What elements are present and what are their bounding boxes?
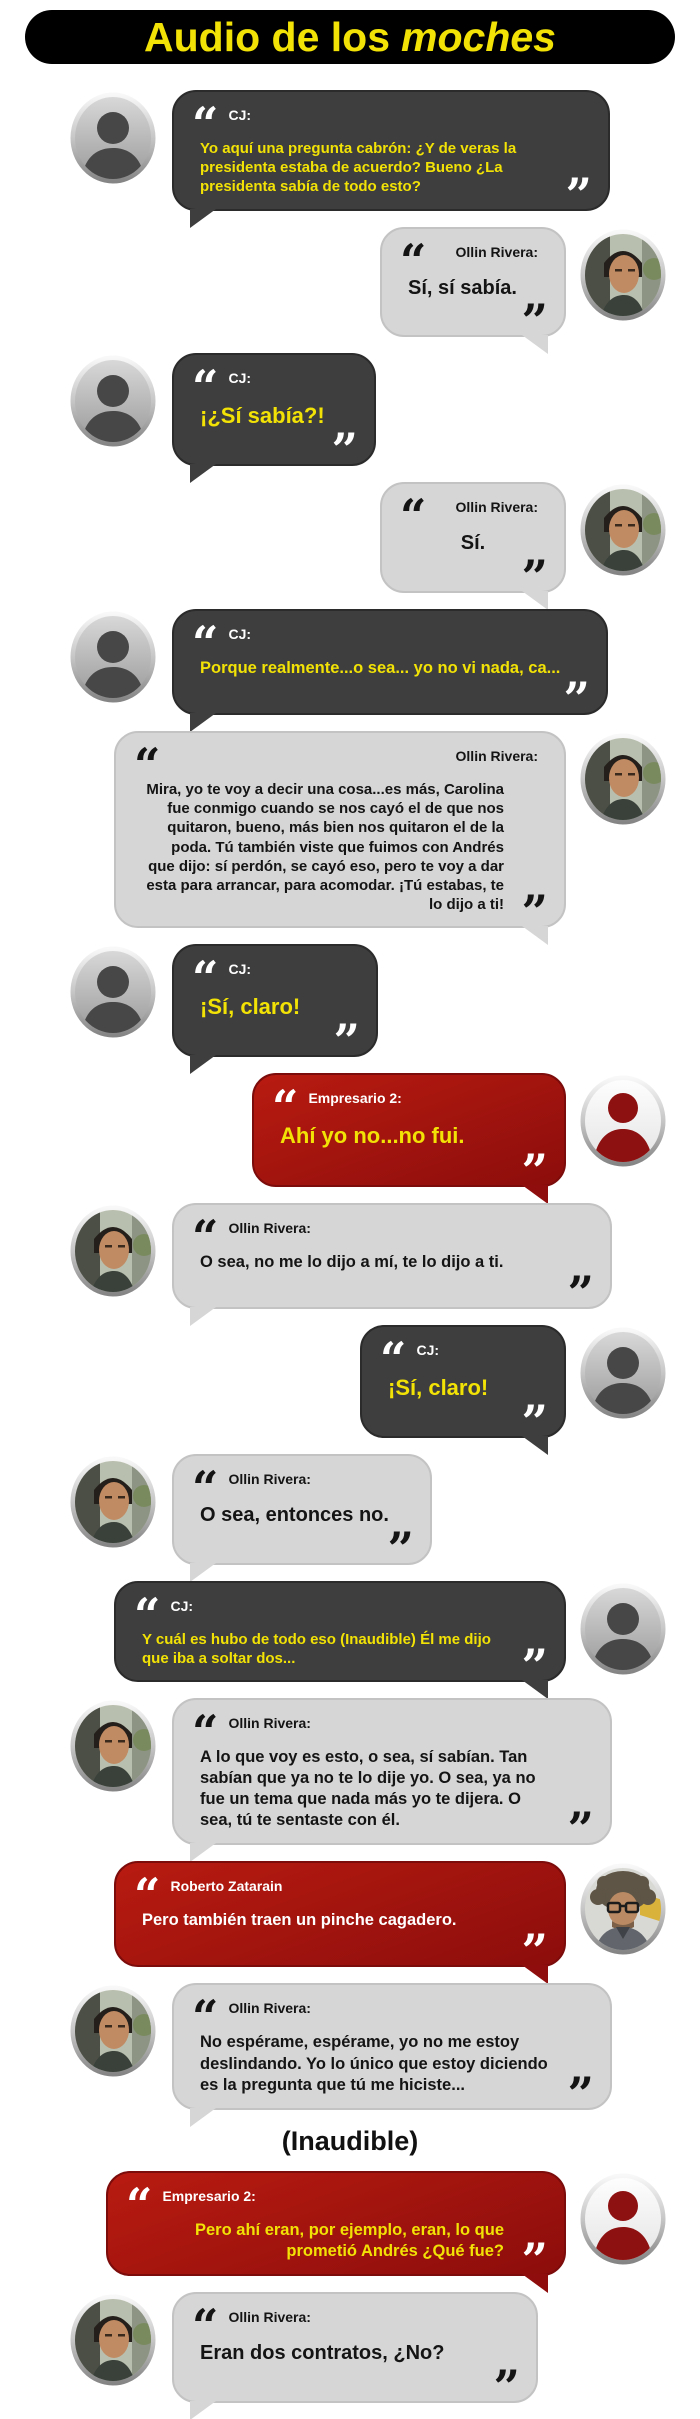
message-text: Y cuál es hubo de todo eso (Inaudible) Él me dijo que iba a soltar dos... (142, 1630, 491, 1667)
bubble-header (124, 2177, 546, 2232)
speaker-label: CJ: (170, 1597, 194, 1614)
bubble-header (132, 738, 546, 793)
speaker-label: CJ: (228, 107, 252, 123)
speaker-label: CJ: (228, 625, 252, 642)
speaker-label: Ollin Rivera: (228, 1470, 311, 1487)
speech-bubble (172, 1454, 432, 1576)
speech-bubble (172, 353, 376, 478)
bubble-tail (522, 1185, 548, 1204)
avatar-cj (70, 355, 156, 447)
open-quote-icon: “ (126, 2177, 153, 2232)
bubble-header (378, 1331, 546, 1386)
avatar-ollin-rivera (70, 1456, 156, 1548)
bubble-tail (522, 335, 548, 354)
bubble-tail (190, 209, 216, 228)
message-text: Eran dos contratos, ¿No? (200, 2341, 445, 2364)
close-quote-icon: ” (567, 1265, 594, 1320)
speech-bubble (172, 2292, 538, 2414)
avatar-ollin-rivera (580, 733, 666, 825)
message-text: Sí. (460, 532, 486, 555)
message-row (0, 1454, 700, 1576)
message-row (0, 227, 700, 349)
message-row (0, 2292, 700, 2414)
speech-bubble (172, 90, 610, 222)
title-italic: moches (401, 13, 556, 60)
close-quote-icon: ” (563, 672, 590, 727)
message-text: ¡Sí, claro! (200, 994, 301, 1020)
close-quote-icon: ” (521, 1394, 548, 1449)
speaker-label: Ollin Rivera: (455, 243, 538, 260)
speech-bubble (172, 1203, 612, 1320)
bubble-tail (190, 2108, 216, 2127)
close-quote-icon: ” (493, 2359, 520, 2414)
message-text: No espérame, espérame, yo no me estoy deslindando. Yo lo único que estoy diciendo es la pregunta que tú me hiciste... (200, 2033, 548, 2094)
open-quote-icon: “ (134, 738, 161, 793)
page-title (144, 13, 556, 60)
bubble-tail (190, 1563, 216, 1582)
bubble-header (270, 1080, 546, 1135)
speaker-label: Ollin Rivera: (228, 2000, 311, 2017)
bubble-header (132, 1587, 546, 1642)
bubble-tail (190, 2401, 216, 2419)
speech-bubble (172, 609, 608, 727)
message-row (0, 2171, 700, 2287)
open-quote-icon: “ (192, 1209, 219, 1264)
open-quote-icon: “ (380, 1331, 407, 1386)
bubble-tail (190, 713, 216, 732)
bubble-header (190, 1704, 592, 1759)
open-quote-icon: “ (192, 2298, 219, 2353)
bubble-header (190, 360, 356, 415)
title-bar (25, 10, 675, 64)
close-quote-icon: ” (387, 1521, 414, 1576)
message-row (0, 1983, 700, 2121)
close-quote-icon: ” (521, 1638, 548, 1693)
open-quote-icon: “ (400, 233, 427, 288)
open-quote-icon: “ (192, 615, 219, 670)
avatar-roberto-zatarain (580, 1863, 666, 1955)
open-quote-icon: “ (192, 360, 219, 415)
message-text: Pero ahí eran, por ejemplo, eran, lo que prometió Andrés ¿Qué fue? (195, 2220, 504, 2260)
speaker-label: Empresario 2: (162, 2187, 256, 2204)
message-row (0, 482, 700, 604)
avatar-ollin-rivera (70, 1205, 156, 1297)
message-row (0, 353, 700, 478)
bubble-tail (522, 926, 548, 945)
avatar-cj (70, 611, 156, 703)
speech-bubble (172, 1698, 612, 1857)
speech-bubble (360, 1325, 566, 1449)
speaker-label: CJ: (228, 370, 252, 387)
avatar-ollin-rivera (70, 2294, 156, 2386)
message-text: Porque realmente...o sea... yo no vi nada, ca... (200, 658, 561, 677)
speech-bubble (114, 1861, 566, 1979)
bubble-tail (190, 1055, 216, 1074)
message-row (0, 609, 700, 727)
message-row (0, 1325, 700, 1449)
bubble-tail (190, 1843, 216, 1862)
message-text: A lo que voy es esto, o sea, sí sabían. Tan sabían que ya no te lo dije yo. O sea, ya no fue un tema que nada más yo te dijera. O sea, tú te sentaste con él. (200, 1747, 536, 1830)
open-quote-icon: “ (192, 1704, 219, 1759)
message-row (0, 1698, 700, 1857)
bubble-tail (522, 1436, 548, 1455)
message-text: ¡Sí, claro! (388, 1374, 489, 1400)
message-text: Yo aquí una pregunta cabrón: ¿Y de veras la presidenta estaba de acuerdo? Bueno ¿La presidenta sabía de todo esto? (200, 140, 517, 196)
message-text: Ahí yo no...no fui. (280, 1123, 465, 1149)
bubble-header (190, 951, 358, 1006)
open-quote-icon: “ (192, 951, 219, 1006)
bubble-tail (522, 591, 548, 610)
speaker-label: CJ: (228, 961, 252, 978)
inaudible-note: (Inaudible) (281, 2125, 419, 2156)
avatar-ollin-rivera (70, 1700, 156, 1792)
close-quote-icon: ” (567, 1802, 594, 1857)
close-quote-icon: ” (521, 1924, 548, 1979)
message-row (0, 90, 700, 222)
message-text: O sea, no me lo dijo a mí, te lo dijo a ti. (200, 1252, 504, 1271)
speech-bubble (172, 944, 378, 1069)
speech-bubble (106, 2171, 566, 2287)
speech-bubble (380, 227, 566, 349)
avatar-empresario-2 (580, 2173, 666, 2265)
close-quote-icon: ” (521, 549, 548, 604)
bubble-header (190, 1990, 592, 2045)
avatar-cj (70, 946, 156, 1038)
open-quote-icon: “ (272, 1080, 299, 1135)
close-quote-icon: ” (333, 1014, 360, 1069)
bubble-tail (522, 1965, 548, 1984)
speaker-label: Ollin Rivera: (228, 1219, 311, 1236)
message-row (0, 731, 700, 940)
close-quote-icon: ” (567, 2066, 594, 2121)
speech-bubble (114, 1581, 566, 1693)
avatar-cj (580, 1327, 666, 1419)
open-quote-icon: “ (192, 1990, 219, 2045)
close-quote-icon: ” (331, 423, 358, 478)
close-quote-icon: ” (565, 167, 592, 222)
speaker-label: CJ: (416, 1341, 440, 1358)
open-quote-icon: “ (192, 97, 219, 151)
avatar-ollin-rivera (70, 1985, 156, 2077)
title-regular: Audio de los (144, 13, 391, 60)
avatar-empresario-2 (580, 1075, 666, 1167)
message-row (0, 1203, 700, 1320)
message-text: ¡¿Sí sabía?! (200, 403, 325, 429)
speech-bubble (380, 482, 566, 604)
bubble-tail (522, 2274, 548, 2293)
message-row (0, 1581, 700, 1693)
message-text: Mira, yo te voy a decir una cosa...es más, Carolina fue conmigo cuando se nos cayó el de que nos quitaron, bueno, más bien nos quitaron el de la poda. Tú también viste que fuimos con Andrés que dijo: sí perdón, se cayó eso, pero te voy a dar esta para arrancar, para acomodar. ¡Tú estabas, te lo dijo a ti! (146, 781, 504, 914)
message-row (0, 1073, 700, 1198)
speech-bubble (114, 731, 566, 940)
speech-bubble (172, 1983, 612, 2121)
speaker-label: Ollin Rivera: (228, 1714, 311, 1731)
bubble-header (190, 97, 590, 151)
message-text: O sea, entonces no. (200, 1503, 389, 1526)
avatar-ollin-rivera (580, 484, 666, 576)
open-quote-icon: “ (134, 1587, 161, 1642)
avatar-ollin-rivera (580, 229, 666, 321)
speaker-label: Ollin Rivera: (455, 748, 538, 765)
close-quote-icon: ” (521, 885, 548, 940)
speaker-label: Ollin Rivera: (228, 2308, 311, 2325)
avatar-cj (580, 1583, 666, 1675)
close-quote-icon: ” (521, 294, 548, 349)
message-row (0, 1861, 700, 1979)
speaker-label: Roberto Zatarain (170, 1878, 283, 1895)
open-quote-icon: “ (192, 1460, 219, 1515)
bubble-tail (190, 1307, 216, 1326)
message-text: Sí, sí sabía. (408, 276, 517, 299)
bubble-tail (190, 464, 216, 483)
speech-bubble (252, 1073, 566, 1198)
bubble-tail (522, 1680, 548, 1699)
message-row (0, 944, 700, 1069)
speaker-label: Ollin Rivera: (455, 499, 538, 516)
close-quote-icon: ” (521, 2232, 548, 2287)
close-quote-icon: ” (521, 1143, 548, 1198)
open-quote-icon: “ (134, 1868, 161, 1923)
avatar-cj (70, 92, 156, 184)
open-quote-icon: “ (400, 489, 427, 544)
message-text: Pero también traen un pinche cagadero. (142, 1911, 457, 1930)
speaker-label: Empresario 2: (308, 1090, 402, 1107)
